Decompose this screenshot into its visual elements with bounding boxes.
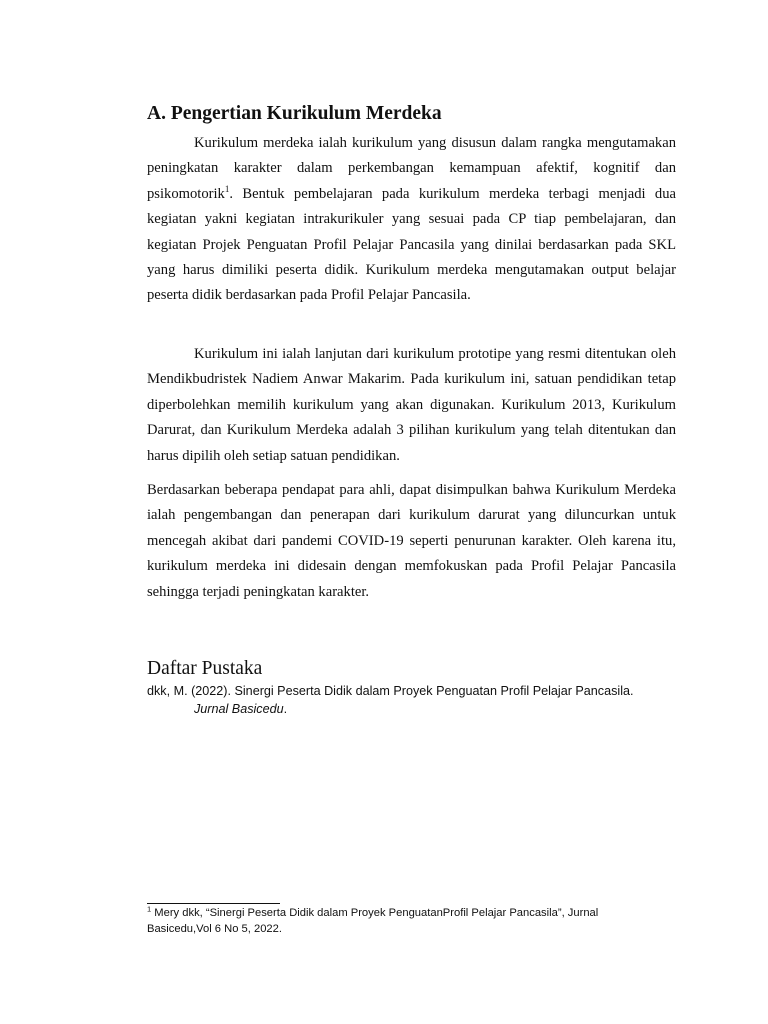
paragraph-1-text-end: . Bentuk pembelajaran pada kurikulum merdeka terbagi menjadi dua kegiatan yakni kegiatan intrakurikuler yang sesuai pada CP tiap pembelajaran, dan kegiatan Projek Penguatan Profil Pelajar Pancasila yang dinilai berdasarkan pada SKL yang harus dimiliki peserta didik. Kurikulum merdeka mengutamakan output belajar peserta didik berdasarkan pada Profil Pelajar Pancasila. (147, 185, 676, 304)
bibliography-journal-name: Jurnal Basicedu (194, 702, 284, 716)
section-heading: A. Pengertian Kurikulum Merdeka (147, 103, 442, 124)
paragraph-1 (147, 131, 676, 309)
paragraph-2: Kurikulum ini ialah lanjutan dari kurikulum prototipe yang resmi ditentukan oleh Mendikbudristek Nadiem Anwar Makarim. Pada kurikulum ini, satuan pendidikan tetap diperbolehkan memilih kurikulum yang akan digunakan. Kurikulum 2013, Kurikulum Darurat, dan Kurikulum Merdeka adalah 3 pilihan kurikulum yang telah ditentukan dan harus dipilih oleh setiap satuan pendidikan. (147, 346, 676, 464)
footnote-text: Mery dkk, “Sinergi Peserta Didik dalam Proyek PenguatanProfil Pelajar Pancasila”, Jurnal Basicedu,Vol 6 No 5, 2022. (147, 907, 599, 935)
footnote-reference-mark[interactable]: 1 (224, 183, 230, 194)
bibliography-entry-line2 (147, 700, 687, 718)
footnote-number: 1 (147, 904, 152, 914)
bibliography-entry-line1: dkk, M. (2022). Sinergi Peserta Didik dalam Proyek Penguatan Profil Pelajar Pancasila. (147, 684, 634, 698)
footnote-separator (147, 903, 280, 904)
footnote (147, 905, 627, 937)
bibliography-entry-end: . (283, 702, 288, 716)
paragraph-1-text-start: Kurikulum merdeka ialah kurikulum yang disusun dalam rangka mengutamakan peningkatan karakter dalam perkembangan kemampuan afektif, kognitif dan psikomotorik (147, 135, 676, 202)
bibliography-title: Daftar Pustaka (147, 658, 263, 679)
paragraph-3: Berdasarkan beberapa pendapat para ahli, dapat disimpulkan bahwa Kurikulum Merdeka ialah pengembangan dan penerapan dari kurikulum darurat yang diluncurkan untuk mencegah akibat dari pandemi COVID-19 seperti penurunan karakter. Oleh karena itu, kurikulum merdeka ini didesain dengan memfokuskan pada Profil Pelajar Pancasila sehingga terjadi peningkatan karakter. (147, 482, 676, 600)
bibliography-entry (147, 682, 687, 718)
